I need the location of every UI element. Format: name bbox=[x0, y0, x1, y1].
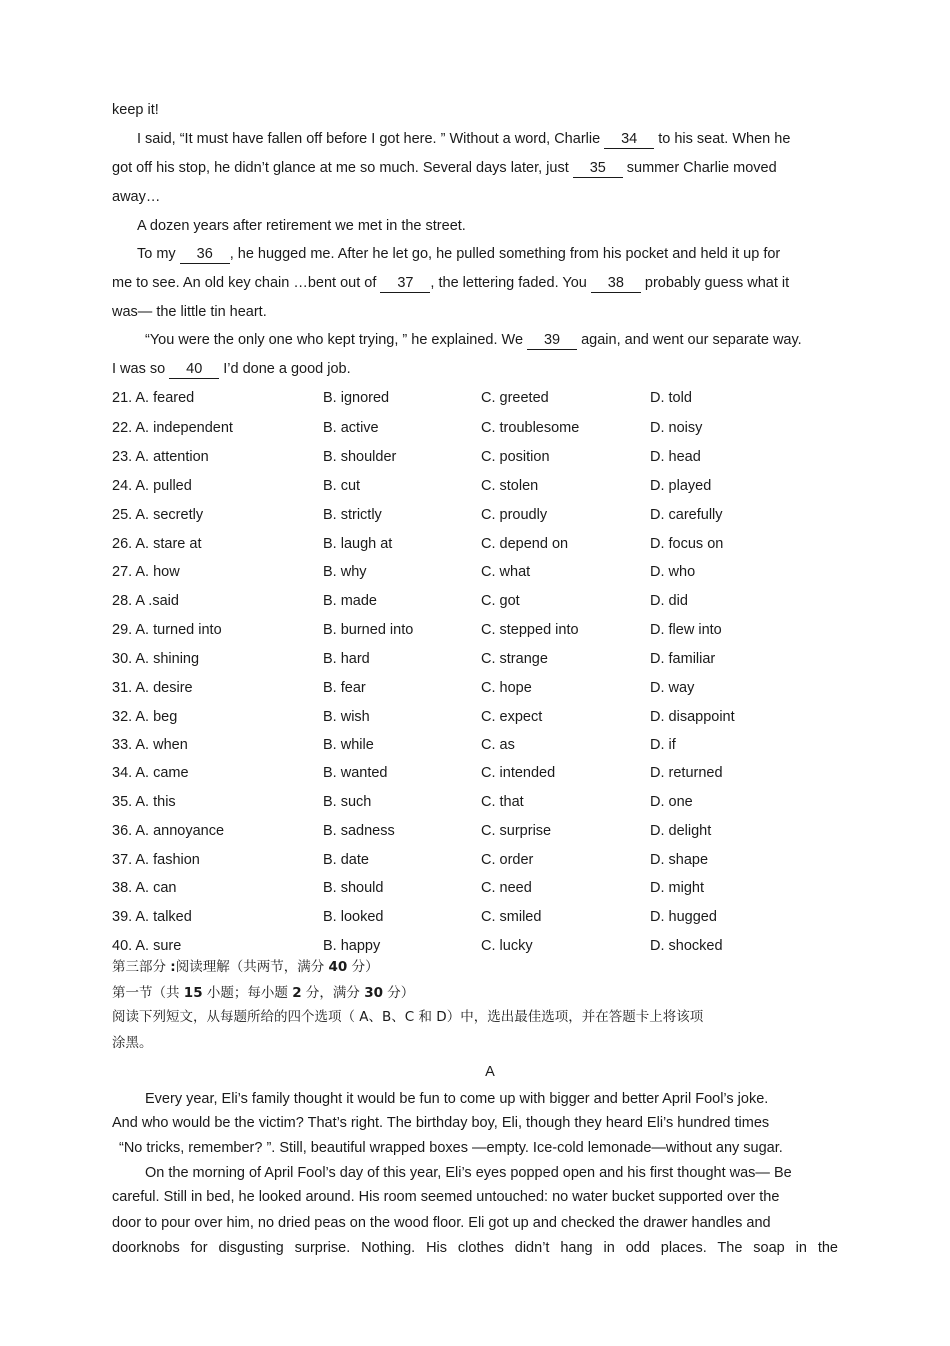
option-c: C. surprise bbox=[481, 823, 552, 839]
passage-text: again, and went our separate way. bbox=[577, 332, 802, 348]
option-b: B. made bbox=[323, 593, 377, 609]
subsection-heading bbox=[112, 983, 414, 1003]
option-d: D. if bbox=[650, 737, 676, 753]
option-a: 24. A. pulled bbox=[112, 478, 192, 494]
option-c: C. greeted bbox=[481, 390, 549, 406]
option-c: C. as bbox=[481, 737, 515, 753]
passage-text: , he hugged me. After he let go, he pulled something from his pocket and held it up for bbox=[229, 246, 781, 262]
option-a: 27. A. how bbox=[112, 564, 180, 580]
option-b: B. active bbox=[323, 420, 379, 436]
option-b: B. fear bbox=[323, 680, 366, 696]
passage-line bbox=[112, 273, 789, 293]
option-b: B. strictly bbox=[323, 507, 382, 523]
option-d: D. shocked bbox=[650, 938, 723, 954]
passage-text: to his seat. When he bbox=[654, 131, 791, 147]
option-row bbox=[112, 649, 872, 669]
option-a: 36. A. annoyance bbox=[112, 823, 225, 839]
option-d: D. returned bbox=[650, 765, 723, 781]
option-d: D. head bbox=[650, 449, 701, 465]
option-a: 35. A. this bbox=[112, 794, 176, 810]
section-score: 40 bbox=[328, 959, 348, 975]
option-c: C. proudly bbox=[481, 507, 548, 523]
option-row bbox=[112, 763, 872, 783]
option-b: B. laugh at bbox=[323, 536, 393, 552]
option-d: D. delight bbox=[650, 823, 712, 839]
option-a: 22. A. independent bbox=[112, 420, 233, 436]
points-each: 2 bbox=[292, 985, 302, 1001]
section-heading bbox=[112, 957, 379, 977]
passage-text: “You were the only one who kept trying, ” he explained. We bbox=[145, 332, 528, 348]
option-b: B. date bbox=[323, 852, 369, 868]
option-row bbox=[112, 821, 872, 841]
total-points: 30 bbox=[364, 985, 383, 1001]
option-d: D. told bbox=[650, 390, 692, 406]
passage-line: keep it! bbox=[112, 102, 159, 118]
option-c: C. stolen bbox=[481, 478, 539, 494]
option-c: C. hope bbox=[481, 680, 532, 696]
option-d: D. one bbox=[650, 794, 693, 810]
cloze-blank-38: 38 bbox=[591, 275, 641, 293]
option-d: D. flew into bbox=[650, 622, 722, 638]
option-d: D. who bbox=[650, 564, 696, 580]
option-row bbox=[112, 678, 872, 698]
passage-line bbox=[137, 244, 780, 264]
passage-line: was— the little tin heart. bbox=[112, 304, 267, 320]
option-d: D. focus on bbox=[650, 536, 724, 552]
passage-line bbox=[137, 129, 790, 149]
option-a: 25. A. secretly bbox=[112, 507, 204, 523]
passage-line: door to pour over him, no dried peas on the wood floor. Eli got up and checked the drawer handles and bbox=[112, 1215, 771, 1231]
option-c: C. intended bbox=[481, 765, 556, 781]
passage-line: away… bbox=[112, 189, 161, 205]
option-d: D. familiar bbox=[650, 651, 716, 667]
passage-line: On the morning of April Fool’s day of this year, Eli’s eyes popped open and his first thought was— Be bbox=[145, 1165, 792, 1181]
option-row bbox=[112, 476, 872, 496]
subsection-text: 分，满分 bbox=[301, 985, 365, 1001]
option-b: B. ignored bbox=[323, 390, 390, 406]
option-b: B. wish bbox=[323, 709, 370, 725]
option-b: B. sadness bbox=[323, 823, 395, 839]
option-row bbox=[112, 707, 872, 727]
option-c: C. lucky bbox=[481, 938, 533, 954]
passage-line bbox=[112, 158, 777, 178]
option-a: 33. A. when bbox=[112, 737, 188, 753]
passage-line: careful. Still in bed, he looked around. His room seemed untouched: no water bucket supported over the bbox=[112, 1189, 780, 1205]
option-row bbox=[112, 907, 872, 927]
option-a: 38. A. can bbox=[112, 880, 177, 896]
passage-line: “No tricks, remember? ”. Still, beautiful wrapped boxes —empty. Ice-cold lemonade—without any sugar. bbox=[119, 1140, 783, 1156]
cloze-blank-39: 39 bbox=[527, 332, 577, 350]
option-row bbox=[112, 562, 872, 582]
passage-text: , the lettering faded. You bbox=[430, 275, 591, 291]
option-c: C. position bbox=[481, 449, 550, 465]
passage-line: Every year, Eli’s family thought it would be fun to come up with bigger and better April Fool’s joke. bbox=[145, 1091, 769, 1107]
option-c: C. troublesome bbox=[481, 420, 580, 436]
option-a: 31. A. desire bbox=[112, 680, 193, 696]
option-c: C. expect bbox=[481, 709, 543, 725]
option-c: C. smiled bbox=[481, 909, 542, 925]
option-c: C. got bbox=[481, 593, 520, 609]
passage-text: summer Charlie moved bbox=[622, 160, 777, 176]
option-row bbox=[112, 792, 872, 812]
option-a: 26. A. stare at bbox=[112, 536, 202, 552]
option-d: D. noisy bbox=[650, 420, 703, 436]
subsection-text: 第一节（共 bbox=[112, 985, 184, 1001]
option-row bbox=[112, 388, 872, 408]
section-colon: : bbox=[170, 959, 176, 975]
option-row bbox=[112, 534, 872, 554]
option-c: C. order bbox=[481, 852, 534, 868]
option-a: 29. A. turned into bbox=[112, 622, 222, 638]
option-c: C. that bbox=[481, 794, 524, 810]
instructions: 阅读下列短文，从每题所给的四个选项（ A、B、C 和 D）中，选出最佳选项，并在答题卡上将该项 bbox=[112, 1009, 704, 1025]
option-b: B. cut bbox=[323, 478, 361, 494]
section-title-rest: 阅读理解（共两节，满分 bbox=[175, 959, 329, 975]
cloze-blank-40: 40 bbox=[169, 361, 219, 379]
section-title: 第三部分 bbox=[112, 959, 171, 975]
option-b: B. looked bbox=[323, 909, 384, 925]
passage-text: To my bbox=[137, 246, 180, 262]
option-b: B. happy bbox=[323, 938, 381, 954]
passage-line bbox=[112, 359, 351, 379]
option-d: D. way bbox=[650, 680, 695, 696]
cloze-blank-35: 35 bbox=[573, 160, 623, 178]
passage-text: probably guess what it bbox=[640, 275, 790, 291]
option-row bbox=[112, 878, 872, 898]
option-a: 30. A. shining bbox=[112, 651, 200, 667]
option-d: D. might bbox=[650, 880, 704, 896]
option-b: B. wanted bbox=[323, 765, 388, 781]
cloze-blank-37: 37 bbox=[380, 275, 430, 293]
option-row bbox=[112, 447, 872, 467]
question-count: 15 bbox=[183, 985, 203, 1001]
option-d: D. hugged bbox=[650, 909, 717, 925]
option-c: C. depend on bbox=[481, 536, 569, 552]
option-b: B. such bbox=[323, 794, 372, 810]
option-d: D. disappoint bbox=[650, 709, 735, 725]
option-d: D. played bbox=[650, 478, 712, 494]
option-a: 40. A. sure bbox=[112, 938, 182, 954]
section-unit: 分） bbox=[347, 959, 379, 975]
passage-text: I was so bbox=[112, 361, 170, 377]
passage-text: got off his stop, he didn’t glance at me so much. Several days later, just bbox=[112, 160, 573, 176]
cloze-blank-36: 36 bbox=[180, 246, 230, 264]
option-b: B. should bbox=[323, 880, 384, 896]
option-c: C. need bbox=[481, 880, 532, 896]
option-b: B. why bbox=[323, 564, 367, 580]
option-a: 34. A. came bbox=[112, 765, 189, 781]
option-a: 23. A. attention bbox=[112, 449, 209, 465]
option-a: 32. A. beg bbox=[112, 709, 178, 725]
option-b: B. while bbox=[323, 737, 374, 753]
option-row bbox=[112, 735, 872, 755]
option-row bbox=[112, 418, 872, 438]
subsection-text: 分） bbox=[382, 985, 415, 1001]
option-d: D. did bbox=[650, 593, 688, 609]
passage-text: I’d done a good job. bbox=[219, 361, 351, 377]
passage-line: A dozen years after retirement we met in the street. bbox=[137, 218, 466, 234]
option-b: B. shoulder bbox=[323, 449, 397, 465]
passage-line: doorknobs for disgusting surprise. Nothing. His clothes didn’t hang in odd places. The soap in the bbox=[112, 1240, 838, 1256]
option-row bbox=[112, 505, 872, 525]
option-d: D. carefully bbox=[650, 507, 723, 523]
cloze-blank-34: 34 bbox=[604, 131, 654, 149]
option-row bbox=[112, 936, 872, 956]
option-row bbox=[112, 850, 872, 870]
passage-line: And who would be the victim? That’s right. The birthday boy, Eli, though they heard Eli’s hundred times bbox=[112, 1115, 770, 1131]
passage-heading: A bbox=[485, 1064, 495, 1080]
option-a: 39. A. talked bbox=[112, 909, 192, 925]
option-c: C. stepped into bbox=[481, 622, 579, 638]
option-c: C. strange bbox=[481, 651, 548, 667]
option-row bbox=[112, 591, 872, 611]
option-a: 21. A. feared bbox=[112, 390, 195, 406]
option-b: B. burned into bbox=[323, 622, 414, 638]
option-a: 37. A. fashion bbox=[112, 852, 200, 868]
instructions: 涂黑。 bbox=[112, 1035, 153, 1051]
passage-text: I said, “It must have fallen off before I got here. ” Without a word, Charlie bbox=[137, 131, 605, 147]
passage-text: me to see. An old key chain …bent out of bbox=[112, 275, 381, 291]
option-a: 28. A .said bbox=[112, 593, 179, 609]
option-d: D. shape bbox=[650, 852, 709, 868]
option-c: C. what bbox=[481, 564, 531, 580]
subsection-text: 小题；每小题 bbox=[202, 985, 293, 1001]
option-b: B. hard bbox=[323, 651, 370, 667]
passage-line bbox=[145, 330, 802, 350]
option-row bbox=[112, 620, 872, 640]
